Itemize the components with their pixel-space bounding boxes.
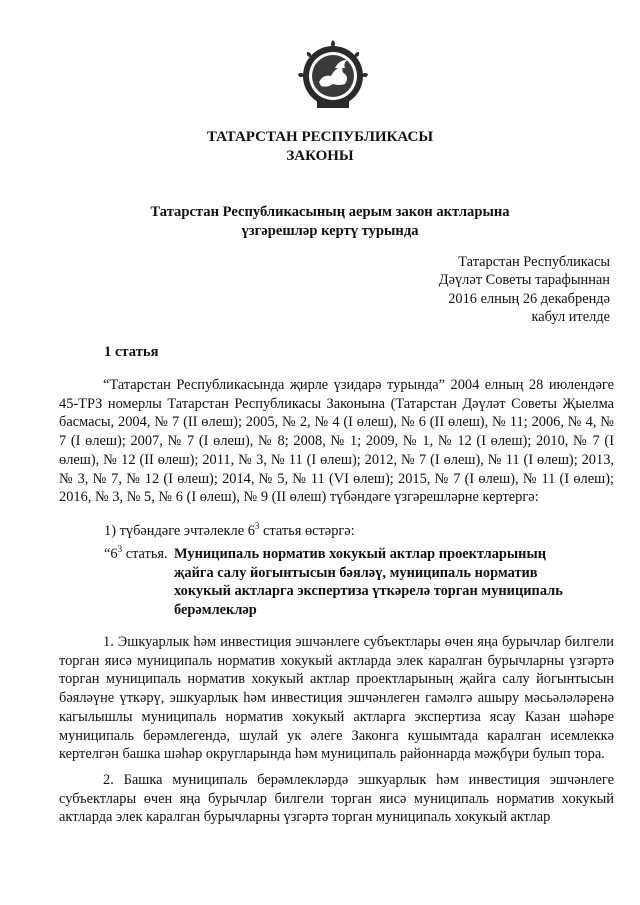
item-1-text: 1) түбәндәге эчтәлекле 6: [104, 523, 255, 539]
document-title-line: үзгәрешләр кертү турында: [241, 222, 419, 239]
article-1-paragraph: [59, 376, 614, 507]
document-title: [100, 203, 560, 240]
header-republic: ТАТАРСТАН РЕСПУБЛИКАСЫ: [206, 129, 434, 145]
article-1-paragraph-text: “Татарстан Республикасында җирле үзидарә турында” 2004 елның 28 июлендәге 45-ТРЗ номерлы Татарстан Республикасы Законына (Татарстан Дәүләт Советы Җыелма басмасы, 2004, № 7 (II өлеш); 2005, № 2, № 4 (I өлеш), № 6 (II өлеш), № 11; 2006, № 4, № 7 (I өлеш); 2007, № 7 (I өлеш), № 8; 2008, № 1; 2009, № 1, № 12 (I өлеш); 2010, № 7 (I өлеш), № 12 (II өлеш); 2011, № 3, № 11 (I өлеш); 2012, № 7 (I өлеш), № 11 (I өлеш); 2013, № 3, № 7, № 12 (I өлеш); 2014, № 5, № 11 (VI өлеш); 2015, № 7 (I өлеш), № 11 (I өлеш); 2016, № 3, № 5, № 6 (I өлеш), № 9 (II өлеш) түбәндәге үзгәрешләрне кертергә:: [59, 377, 614, 506]
point-1-paragraph: 1. Эшкуарлык һәм инвестиция эшчәнлеге субъектлары өчен яңа бурычлар билгели торган яисә муниципаль норматив хокукый актларда элек каралган бурычларны үзгәртә торган муниципаль норматив хокукый актлар проектларының җайга салу йогынтысын бәяләүне үткәрү, эшкуарлык һәм инвестиция эшчәнлеген гамәлгә ашыру мәсьәләләренә кагылышлы муниципаль норматив хокукый актларга экспертиза ясау Казан шәһәре муниципаль берәмлегендә, шулай ук әлеге Законга кушымтада каралган исемлеккә кертелгән башка шәһәр округларында һәм муниципаль районнарда мәҗбүри булып тора.: [59, 634, 614, 763]
new-article-title: Муниципаль норматив хокукый актлар проектларының җайга салу йогынтысын бәяләү, муниципаль норматив хокукый актларга экспертиза үткәрелә торган муниципаль берәмлекләр: [174, 546, 563, 619]
new-article-label: [104, 545, 168, 564]
adoption-line: 2016 елның 26 декабрендә: [448, 290, 610, 307]
adoption-block: [439, 253, 610, 327]
point-2-paragraph: 2. Башка муниципаль берәмлекләрдә эшкуарлык һәм инвестиция эшчәнлеге субъектлары өчен яңа бурычлар билгели торган яисә муниципаль норматив хокукый актларда элек каралган бурычларны үзгәртә торган муниципаль хокукый актлар: [59, 772, 614, 826]
tatarstan-emblem-icon: [295, 38, 371, 114]
article-1-heading: 1 статья: [104, 344, 159, 360]
adoption-line: кабул ителде: [531, 309, 610, 326]
adoption-line: Татарстан Республикасы: [458, 254, 610, 270]
new-article-label-pre: “6: [104, 546, 118, 562]
header-law: ЗАКОНЫ: [286, 148, 354, 164]
new-article-label-post: статья.: [122, 546, 168, 562]
adoption-line: Дәүләт Советы тарафыннан: [438, 272, 610, 289]
new-article-label-sup: 3: [117, 544, 123, 555]
item-1-sup: 3: [254, 521, 260, 532]
item-1-text-end: статья өстәргә:: [259, 523, 355, 539]
article-1-item-1: [104, 522, 355, 541]
document-title-line: Татарстан Республикасының аерым закон актларына: [150, 204, 510, 220]
